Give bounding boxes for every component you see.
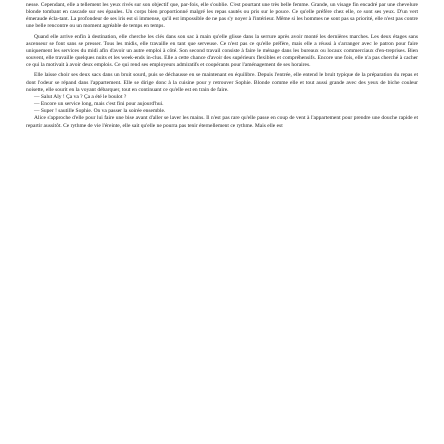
book-page	[26, 2, 418, 442]
dialogue-line-1: — Salut Aly ! Ça va ? Ça a été le boulot ?	[34, 93, 127, 100]
paragraph-1: nesse. Cependant, elle a tellement les yeux rivés sur son objectif que, par-fois, elle s'oublie. C'est pourtant une très belle femme. Grande, un visage fin encadré par une chevelure blonde tombant en cascade sur ses épaules. Un corps bien proportionné malgré les repas sautés ou pris sur le pouce. Ce qu'elle préfère chez elle, ce sont ses yeux. D'un vert émeraude écla-tant. La profondeur de ses iris est si immense, qu'il est impossible de ne pas s'y noyer à l'intérieur. Même si les hommes ne sont pas sa priorité, elle n'est pas contre une belle rencontre ou un moment agréable de temps en temps.	[26, 2, 418, 30]
paragraph-4: Alice s'approche d'elle pour lui faire une bise avant d'aller se laver les mains. Il n'est pas rare qu'elle passe en coup de vent à l'appartement pour prendre une douche rapide et repartir aussitôt. Ce rythme de vie l'éreinte, elle sait qu'elle ne pourra pas tenir éternellement ce rythme. Mais elle est	[26, 115, 418, 129]
paragraph-2: Quand elle arrive enfin à destination, elle cherche les clés dans son sac à main qu'elle glisse dans la serrure après avoir monté les dernières marches. Les deux étages sans ascenseur se font sans se presser. Tous les midis, elle travaille en tant que serveuse. Ce n'est pas ce qu'elle préfère, mais elle a réussi à s'arranger avec le patron pour faire uniquement les services du midi afin d'avoir un autre emploi à côté. Son second travail consiste à faire le ménage dans les bureaux ou locaux commerciaux d'en-treprises. Bien souvent, elle travaille quelques nuits et les week-ends in-clus. Elle a cette chance d'avoir des supérieurs flexibles et compréhensifs. Encore une fois, elle n'a pas cherché à cacher ce qui la motivait à avoir deux emplois. Ce qui rend ses employeurs admiratifs et coopérants pour l'aménagement de ses horaires.	[26, 33, 418, 69]
dialogue-line-3: — Super ! sautille Sophie. On va passer la soirée ensemble.	[34, 108, 166, 115]
dialogue-block	[26, 94, 418, 115]
paragraph-3: Elle laisse choir ses deux sacs dans un bruit sourd, puis se déchausse en se maintenant en équilibre. Depuis l'entrée, elle entend le bruit typique de la préparation du repas et dont l'odeur se répand dans l'appartement. Elle se dirige donc à la cuisine pour y retrouver Sophie. Blonde comme elle et tout aussi grande avec des yeux de biche couleur noisette, elle sourit en la voyant débarquer, tout en continuant ce qu'elle est en train de faire.	[26, 72, 418, 93]
dialogue-line-2: — Encore un service long, mais c'est fini pour aujourd'hui.	[34, 101, 164, 108]
